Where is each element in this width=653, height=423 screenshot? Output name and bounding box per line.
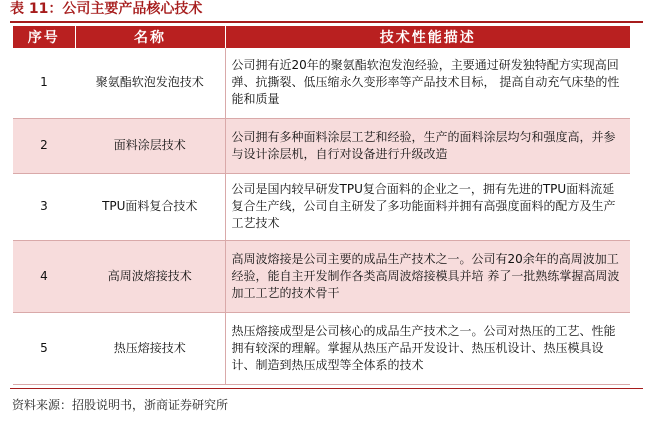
- table-row: [13, 240, 630, 312]
- table-row: [13, 312, 630, 384]
- table-row: [13, 48, 630, 118]
- row-name: 聚氨酯软泡发泡技术: [75, 48, 225, 118]
- row-desc: 公司拥有近20年的聚氨酯软泡发泡经验，主要通过研发独特配方实现高回弹、抗撕裂、低压缩永久变形率等产品技术目标， 提高自动充气床垫的性能和质量: [225, 48, 630, 118]
- row-desc: 热压熔接成型是公司核心的成品生产技术之一。公司对热压的工艺、性能拥有较深的理解。掌握从热压产品开发设计、热压机设计、热压模具设计、制造到热压成型等全体系的技术: [225, 312, 630, 384]
- row-name: TPU面料复合技术: [75, 173, 225, 240]
- row-desc: 公司是国内较早研发TPU复合面料的企业之一，拥有先进的TPU面料流延复合生产线，公司自主研发了多功能面料并拥有高强度面料的配方及生产工艺技术: [225, 173, 630, 240]
- row-no: 1: [13, 48, 75, 118]
- header-desc: 技术性能描述: [225, 26, 630, 48]
- row-desc: 高周波熔接是公司主要的成品生产技术之一。公司有20余年的高周波加工经验，能自主开发制作各类高周波熔接模具并培 养了一批熟练掌握高周波加工工艺的技术骨干: [225, 240, 630, 312]
- row-name: 面料涂层技术: [75, 118, 225, 173]
- header-no: 序号: [13, 26, 75, 48]
- core-tech-table: [13, 26, 630, 385]
- table-row: [13, 173, 630, 240]
- caption-divider: [10, 21, 643, 23]
- row-no: 3: [13, 173, 75, 240]
- table-row: [13, 118, 630, 173]
- table-header-row: [13, 26, 630, 48]
- row-no: 2: [13, 118, 75, 173]
- table-bottom-divider: [10, 388, 643, 389]
- row-name: 高周波熔接技术: [75, 240, 225, 312]
- row-name: 热压熔接技术: [75, 312, 225, 384]
- row-no: 5: [13, 312, 75, 384]
- table-caption: 表 11：公司主要产品核心技术: [10, 1, 203, 17]
- row-desc: 公司拥有多种面料涂层工艺和经验，生产的面料涂层均匀和强度高，并参与设计涂层机，自行对设备进行升级改造: [225, 118, 630, 173]
- header-name: 名称: [75, 26, 225, 48]
- row-no: 4: [13, 240, 75, 312]
- source-note: 资料来源：招股说明书，浙商证券研究所: [12, 398, 229, 412]
